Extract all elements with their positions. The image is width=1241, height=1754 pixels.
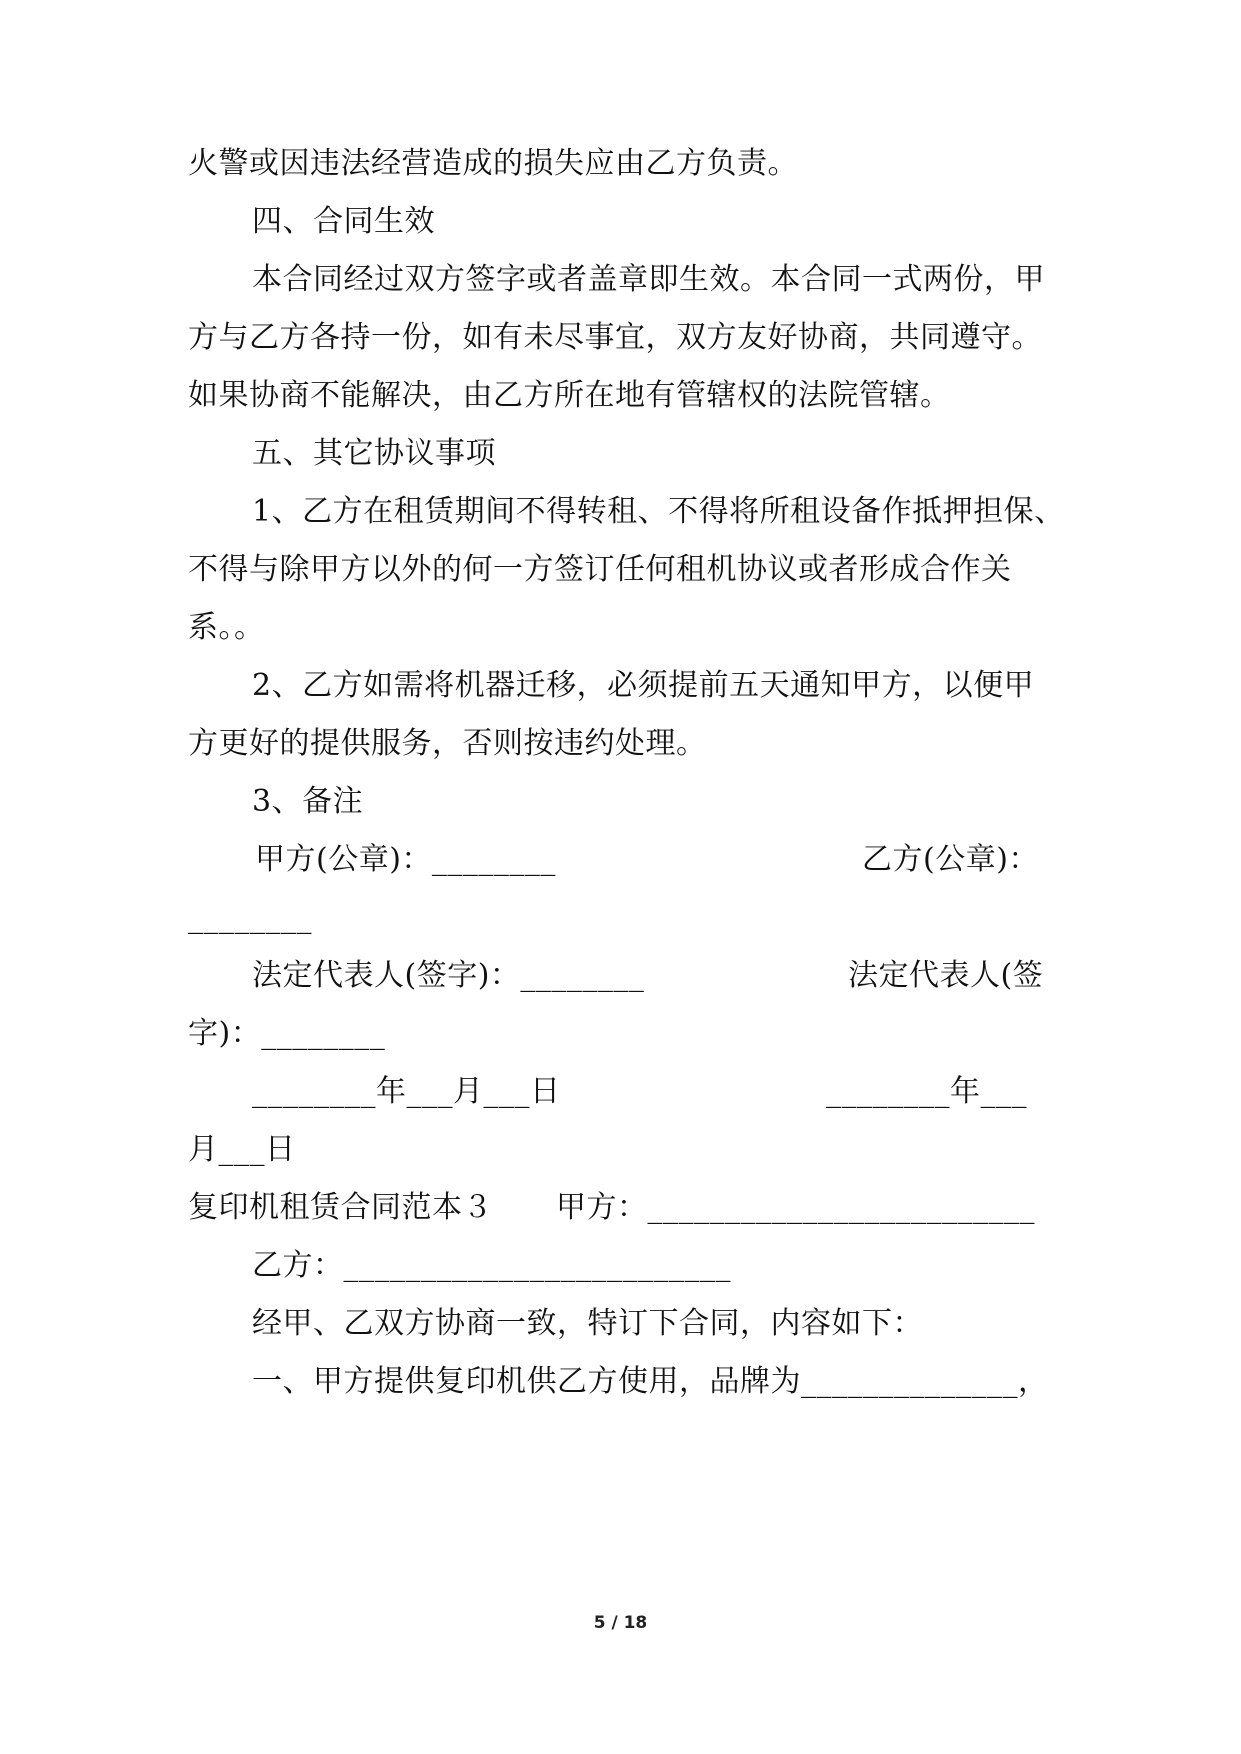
- paragraph-line: 方更好的提供服务，否则按违约处理。: [188, 726, 707, 761]
- clause-1: 一、甲方提供复印机供乙方使用，品牌为______________，: [252, 1364, 1049, 1399]
- paragraph-line: 如果协商不能解决，由乙方所在地有管辖权的法院管辖。: [188, 378, 951, 413]
- date-b-field: ________年___: [826, 1074, 1027, 1109]
- paragraph-line: 1、乙方在租赁期间不得转租、不得将所租设备作抵押担保、: [252, 494, 1065, 529]
- legal-rep-b-field: 字)：________: [188, 1016, 386, 1051]
- paragraph-line: 方与乙方各持一份，如有未尽事宜，双方友好协商，共同遵守。: [188, 320, 1042, 355]
- paragraph-line: 火警或因违法经营造成的损失应由乙方负责。: [188, 146, 798, 181]
- contract-title: 复印机租赁合同范本３: [188, 1190, 493, 1225]
- contract-intro: 经甲、乙双方协商一致，特订下合同，内容如下：: [252, 1306, 923, 1341]
- party-b-seal-label: 乙方(公章)：: [862, 842, 1039, 877]
- page-number: 5 / 18: [593, 1613, 648, 1633]
- paragraph-line: 3、备注: [252, 784, 364, 819]
- legal-rep-b-label: 法定代表人(签: [848, 958, 1044, 993]
- party-a-seal-field: 甲方(公章)：________: [255, 842, 556, 877]
- section-heading: 四、合同生效: [252, 204, 435, 239]
- paragraph-line: 2、乙方如需将机器迁移，必须提前五天通知甲方，以便甲: [252, 668, 1035, 703]
- party-b-seal-blank: ________: [188, 900, 312, 935]
- paragraph-line: 不得与除甲方以外的何一方签订任何租机协议或者形成合作关: [188, 552, 1012, 587]
- paragraph-line: 本合同经过双方签字或者盖章即生效。本合同一式两份，甲: [252, 262, 1045, 297]
- section-heading: 五、其它协议事项: [252, 436, 496, 471]
- paragraph-line: 系。。: [188, 610, 265, 645]
- party-a-field: 甲方：_________________________: [556, 1190, 1035, 1225]
- date-b-field-cont: 月___日: [188, 1132, 296, 1167]
- legal-rep-a-field: 法定代表人(签字)：________: [252, 958, 645, 993]
- date-a-field: ________年___月___日: [252, 1074, 561, 1109]
- party-b-field: 乙方：_________________________: [252, 1248, 731, 1283]
